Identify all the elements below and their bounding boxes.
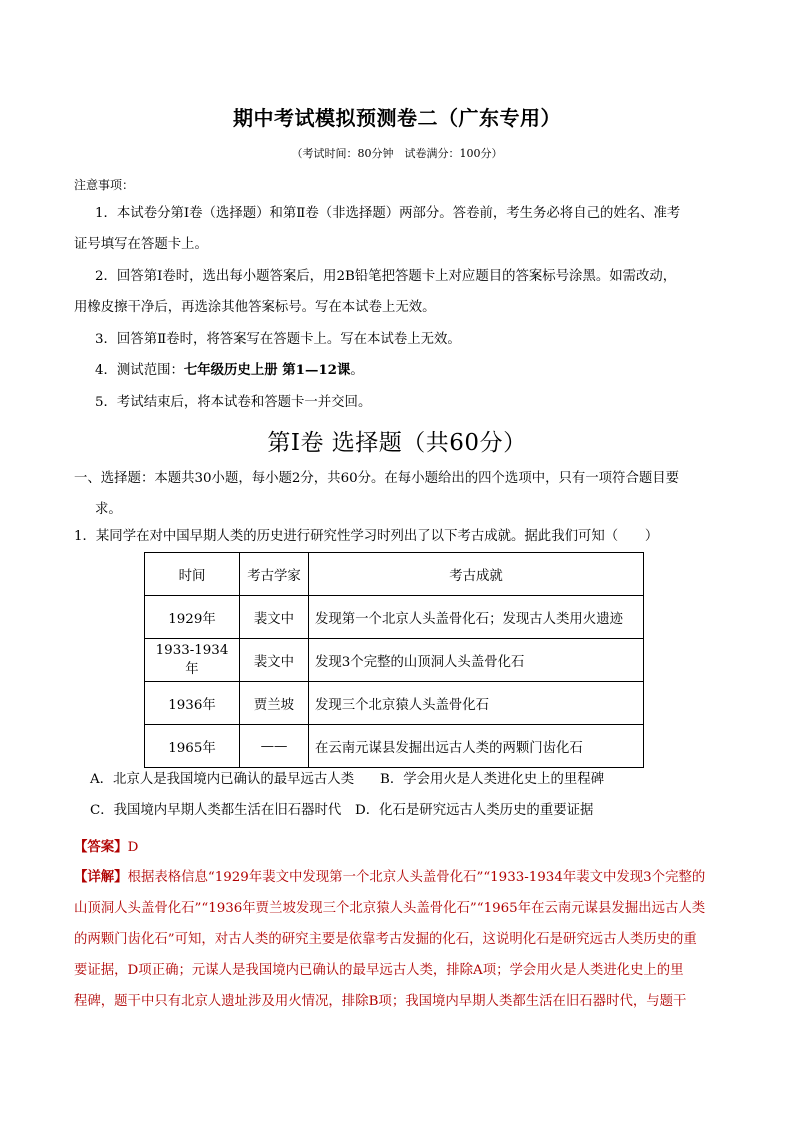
exam-title: 期中考试模拟预测卷二（广东专用）: [233, 106, 561, 130]
notice-item-1-line-1: 1．本试卷分第Ⅰ卷（选择题）和第Ⅱ卷（非选择题）两部分。答卷前，考生务必将自己的姓名、准考: [95, 206, 681, 221]
answer-value: D: [127, 840, 139, 855]
notice-item-4-suffix: 。: [350, 363, 364, 378]
table-row: [145, 682, 644, 725]
notice-heading: 注意事项：: [74, 178, 135, 192]
notice-item-4-prefix: 4．测试范围：: [95, 363, 184, 378]
option-d: D．化石是研究远古人类历史的重要证据: [355, 803, 594, 818]
table-cell-archaeologist: ——: [240, 725, 309, 768]
section-description-line-2: 求。: [95, 502, 122, 517]
answer-line: [74, 836, 138, 855]
table-cell-time: 1929年: [145, 596, 240, 639]
table-cell-achievement: 在云南元谋县发掘出远古人类的两颗门齿化石: [309, 725, 644, 768]
notice-item-2-line-1: 2．回答第Ⅰ卷时，选出每小题答案后，用2B铅笔把答题卡上对应题目的答案标号涂黑。如需改动，: [95, 269, 677, 284]
table-header-archaeologist: 考古学家: [240, 553, 309, 596]
table-cell-archaeologist: 贾兰坡: [240, 682, 309, 725]
exam-subtitle: （考试时间：80分钟 试卷满分：100分）: [291, 147, 503, 160]
table-header-achievement: 考古成就: [309, 553, 644, 596]
section-description-line-1: 一、选择题：本题共30小题，每小题2分，共60分。在每小题给出的四个选项中，只有一项符合题目要: [74, 471, 680, 486]
notice-item-5: 5．考试结束后，将本试卷和答题卡一并交回。: [95, 395, 372, 410]
option-b: B．学会用火是人类进化史上的里程碑: [380, 772, 605, 787]
detail-text-1: 根据表格信息“1929年裴文中发现第一个北京人头盖骨化石”“1933-1934年裴文中发现3个完整的: [127, 870, 706, 885]
notice-item-4: [95, 364, 364, 377]
table-cell-time: 1936年: [145, 682, 240, 725]
detail-label: 【详解】: [74, 869, 128, 885]
table-cell-achievement: 发现三个北京猿人头盖骨化石: [309, 682, 644, 725]
table-row: [145, 596, 644, 639]
detail-line-3: 的两颗门齿化石”可知，对古人类的研究主要是依靠考古发掘的化石，这说明化石是研究远古人类历史的重: [74, 932, 697, 947]
notice-item-1-line-2: 证号填写在答题卡上。: [74, 237, 208, 252]
table-header-row: [145, 553, 644, 596]
table-row: [145, 725, 644, 768]
table-cell-achievement: 发现第一个北京人头盖骨化石；发现古人类用火遗迹: [309, 596, 644, 639]
notice-item-4-scope: 七年级历史上册 第1—12课: [183, 362, 351, 378]
notice-item-3: 3．回答第Ⅱ卷时，将答案写在答题卡上。写在本试卷上无效。: [95, 332, 461, 347]
table-cell-time: 1965年: [145, 725, 240, 768]
detail-line-4: 要证据，D项正确；元谋人是我国境内已确认的最早远古人类，排除A项；学会用火是人类进化史上的里: [74, 963, 684, 978]
answer-label: 【答案】: [74, 839, 128, 855]
notice-item-2-line-2: 用橡皮擦干净后，再选涂其他答案标号。写在本试卷上无效。: [74, 300, 436, 315]
option-c: C．我国境内早期人类都生活在旧石器时代: [90, 803, 342, 818]
table-row: [145, 639, 644, 682]
question-1-stem: 1．某同学在对中国早期人类的历史进行研究性学习时列出了以下考古成就。据此我们可知（ ）: [74, 529, 659, 544]
table-cell-time: 1933-1934年: [145, 639, 240, 682]
table-cell-achievement: 发现3个完整的山顶洞人头盖骨化石: [309, 639, 644, 682]
detail-line-2: 山顶洞人头盖骨化石”“1936年贾兰坡发现三个北京猿人头盖骨化石”“1965年在云南元谋县发掘出远古人类: [74, 901, 706, 916]
archaeology-table: [144, 552, 644, 768]
detail-line-1: [74, 866, 705, 885]
detail-line-5: 程碑，题干中只有北京人遗址涉及用火情况，排除B项；我国境内早期人类都生活在旧石器时代，与题干: [74, 994, 687, 1009]
table-cell-archaeologist: 裴文中: [240, 639, 309, 682]
option-a: A．北京人是我国境内已确认的最早远古人类: [90, 772, 355, 787]
table-cell-archaeologist: 裴文中: [240, 596, 309, 639]
table-header-time: 时间: [145, 553, 240, 596]
section-title: 第Ⅰ卷 选择题（共60分）: [267, 430, 527, 456]
